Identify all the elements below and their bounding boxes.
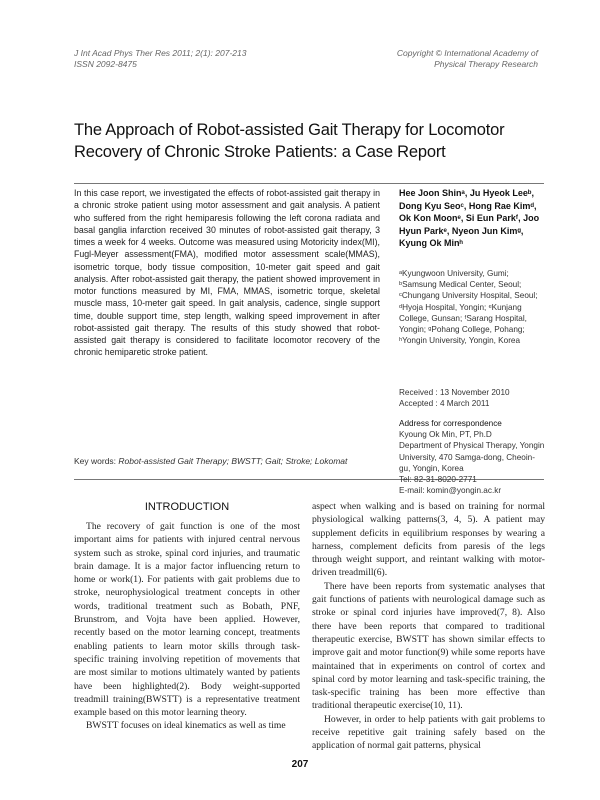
journal-issn: ISSN 2092-8475: [74, 59, 137, 69]
correspondence-address: Department of Physical Therapy, Yongin University, 470 Samga-dong, Cheoin-gu, Yongin, Korea: [399, 441, 545, 473]
correspondence-name: Kyoung Ok Min, PT, Ph.D: [399, 430, 492, 440]
intro-paragraph-4: However, in order to help patients with gait problems to receive repetitive gait training safely based on the application of normal gait patterns, physical: [312, 713, 545, 752]
journal-citation: J Int Acad Phys Ther Res 2011; 2(1): 207-213: [74, 48, 247, 58]
copyright-line: Copyright © International Academy of: [396, 48, 538, 58]
page-number: 207: [291, 759, 309, 770]
accepted-date: Accepted : 4 March 2011: [399, 399, 490, 409]
intro-paragraph-3: There have been reports from systematic analyses that gait functions of patients with neurological damage such as stroke or spinal cord injuries have improved(7, 8). Also there have been reports that compared to traditional therapeutic exercise, BWSTT has shown similar effects to improve gait and motor function(9) while some reports have maintained that in experiments on control of cortex and spinal cord by motor learning and task-specific training, the task-specific training has been more effective than traditional therapeutic exercise(10, 11).: [312, 580, 545, 712]
body-column-right: [312, 500, 545, 753]
keywords: [74, 456, 380, 466]
intro-paragraph-2: BWSTT focuses on ideal kinematics as well as time: [86, 720, 286, 732]
copyright-header: [397, 48, 538, 70]
correspondence-heading: Address for correspondence: [399, 419, 502, 428]
publisher-line: Physical Therapy Research: [434, 59, 538, 69]
author-affiliations: ᵃKyungwoon University, Gumi; ᵇSamsung Medical Center, Seoul; ᶜChungang University Hospital, Seoul; ᵈHyoja Hospital, Yongin; ᵉKunjang College, Gunsan; ᶠSarang Hospital, Yongin; ᵍPohang College, Pohang; ʰYongin University, Yongin, Korea: [399, 269, 538, 346]
received-date: Received : 13 November 2010: [399, 388, 510, 397]
keywords-label: Key words:: [74, 456, 117, 466]
section-heading-introduction: INTRODUCTION: [144, 501, 230, 513]
correspondence-tel: Tel: 82-31-8020-2771: [399, 475, 477, 485]
intro-paragraph-1: The recovery of gait function is one of the most important aims for patients with injured central nervous system such as stroke, spinal cord injuries, and traumatic brain damage. It is a major factor influencing return to home or work(1). For patients with gait problems due to stroke, neurophysiological treatment concepts in other words, traditional treatment such as Bobath, PNF, Brunstrom, and Vojta have been applied. However, recently based on the motor learning concept, treatments enabling patients to learn motor skills through task-specific training involving repetition of movements that are most similar to motions ultimately wanted by patients have been highlighted(2). Body weight-supported treadmill training(BWSTT) is a representative treatment example based on this motor learning theory.: [74, 521, 300, 719]
article-dates: [399, 387, 545, 409]
correspondence-email: E-mail: komin@yongin.ac.kr: [399, 486, 502, 496]
correspondence-block: [399, 418, 545, 496]
journal-header: [74, 48, 246, 70]
intro-paragraph-2-continued: aspect when walking and is based on training for normal physiological walking patterns(3, 4, 5). A patient may supplement deficits in equilibrium responses by wearing a harness, complement deficits from paresis of the legs through weight support, and reintant walking with motor-driven treadmill(6).: [312, 501, 545, 579]
abstract-text: In this case report, we investigated the effects of robot-assisted gait therapy in a chronic stroke patient using motor assessment and gait analysis. A patient who suffered from the right hemiparesis following the left corona radiata and basal ganglia infarction received 30 minutes of robot-assisted gait therapy, 3 times a week for 4 weeks. Outcome was measured using Motoricity index(MI), Fugl-Meyer assessment(FMA), modified motor assessment scale(MMAS), isometric torque, body tissue composition, 10-meter gait speed and gait analysis. After robot-assisted gait therapy, the patient showed improvement in motor functions measured by MI, FMA, MMAS, isometric torque, skeletal muscle mass, 10-meter gait speed. In gait analysis, cadence, single support time, double support time, step length, walking speed improvement in after robot-assisted gait therapy. The results of this study showed that robot-assisted gait therapy is considered to facilitate locomotor recovery of the chronic hemiparetic stroke patient.: [74, 188, 380, 358]
body-column-left: [74, 520, 300, 733]
article-title: The Approach of Robot-assisted Gait Therapy for Locomotor Recovery of Chronic Stroke Patients: a Case Report: [74, 121, 505, 161]
author-list: Hee Joon Shinᵃ, Ju Hyeok Leeᵇ, Dong Kyu Seoᶜ, Hong Rae Kimᵈ, Ok Kon Moonᵉ, Si Eun Parkᶠ, Joo Hyun Parkᵉ, Nyeon Jun Kimᵍ, Kyung Ok Minʰ: [399, 188, 540, 248]
keywords-values: Robot-assisted Gait Therapy; BWSTT; Gait; Stroke; Lokomat: [118, 456, 348, 466]
